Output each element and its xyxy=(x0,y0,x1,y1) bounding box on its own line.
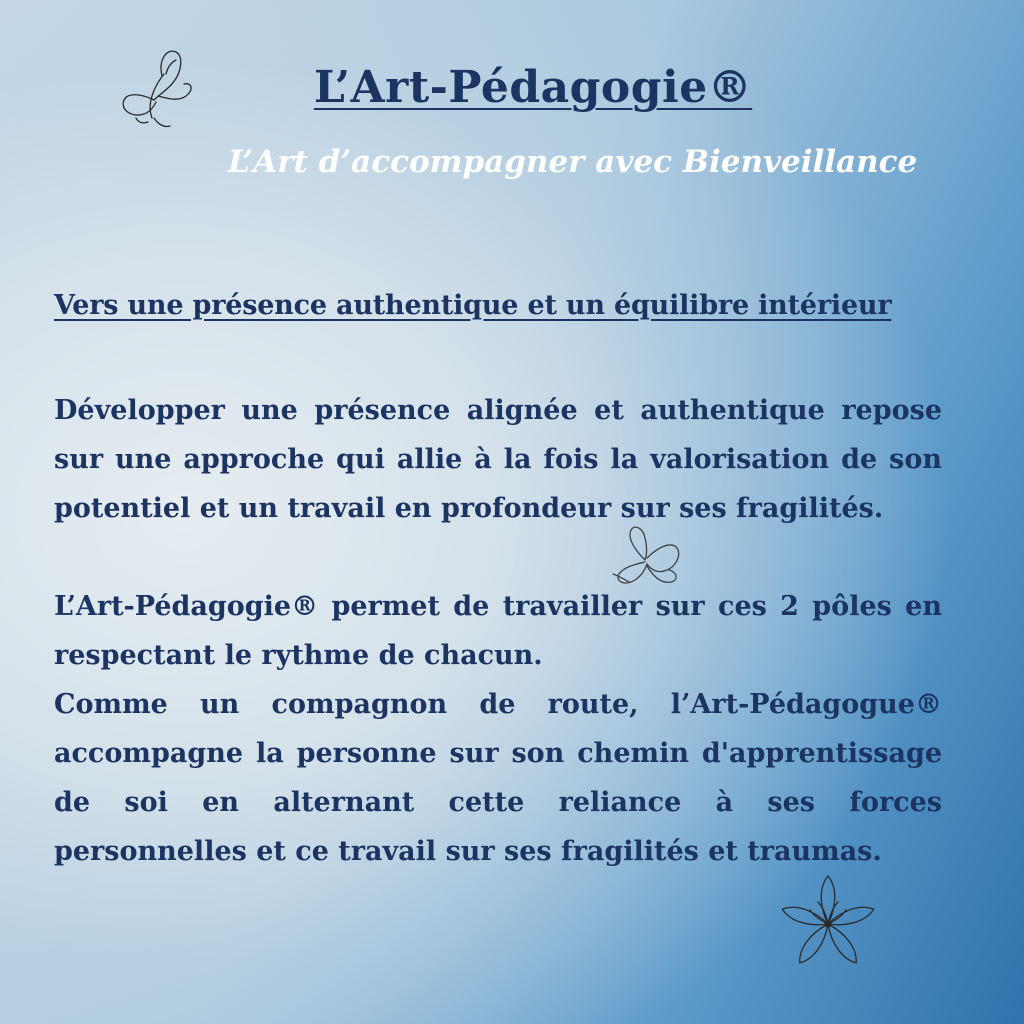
paragraph-presence: Développer une présence alignée et authentique repose sur une approche qui allie à la fois la valorisation de son potentiel et un travail en profondeur sur ses fragilités. xyxy=(54,395,942,524)
page-title: L’Art-Pédagogie® xyxy=(313,62,753,113)
page-subtitle: L’Art d’accompagner avec Bienveillance xyxy=(228,144,918,180)
paragraph-compagnon: Comme un compagnon de route, l’Art-Pédagogue® accompagne la personne sur son chemin d'apprentissage de soi en alternant cette reliance à ses forces personnelles et ce travail sur ses fragilités et traumas. xyxy=(54,689,942,867)
paragraph-poles: L’Art-Pédagogie® permet de travailler sur ces 2 pôles en respectant le rythme de chacun. xyxy=(54,591,942,671)
section-heading: Vers une présence authentique et un équilibre intérieur xyxy=(54,290,892,321)
flower-icon xyxy=(772,870,884,974)
